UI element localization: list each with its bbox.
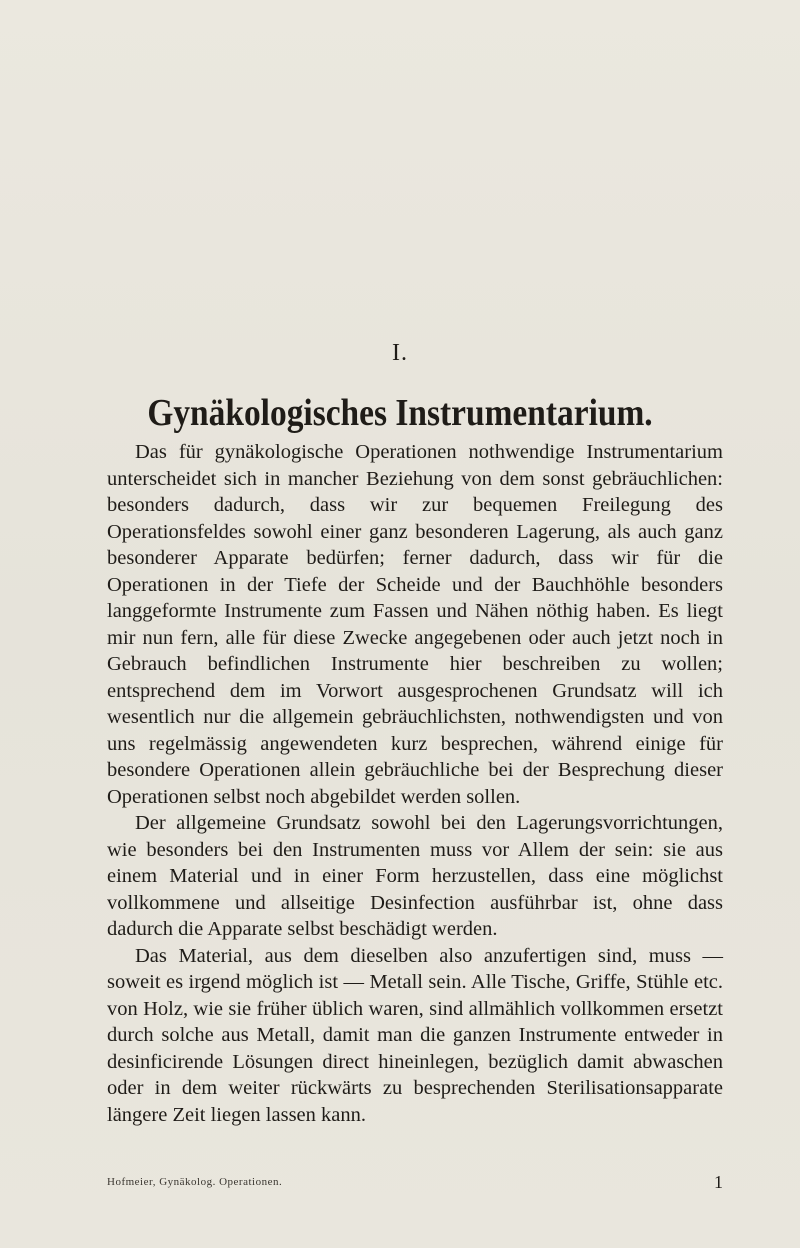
- page-footer: [107, 1172, 723, 1192]
- paragraph: Der allgemeine Grundsatz sowohl bei den Lagerungsvorrichtungen, wie besonders bei den Instrumenten muss vor Allem der sein: sie aus einem Material und in einer Form herzustellen, dass eine möglichst vollkommene und allseitige Desinfection ausführbar ist, ohne dass dadurch die Apparate selbst beschädigt werden.: [107, 812, 723, 940]
- paragraph: Das Material, aus dem dieselben also anzufertigen sind, muss — soweit es irgend möglich ist — Metall sein. Alle Tische, Griffe, Stühle etc. von Holz, wie sie früher üblich waren, sind allmählich vollkommen ersetzt durch solche aus Metall, damit man die ganzen Instrumente entweder in desinficirende Lösungen direct hineinlegen, bezüglich damit abwaschen oder in dem weiter rückwärts zu besprechenden Sterilisationsapparate längere Zeit liegen lassen kann.: [107, 944, 723, 1126]
- chapter-title: Gynäkologisches Instrumentarium.: [147, 392, 653, 434]
- body-text: [107, 439, 723, 1128]
- signature-mark: 1: [714, 1172, 723, 1192]
- paragraph: Das für gynäkologische Operationen nothwendige Instrumentarium unterscheidet sich in mancher Beziehung von dem sonst gebräuchlichen: besonders dadurch, dass wir zur bequemen Freilegung des Operationsfeldes sowohl einer ganz besonderen Lagerung, als auch ganz besonderer Apparate bedürfen; ferner dadurch, dass wir für die Operationen in der Tiefe der Scheide und der Bauchhöhle besonders langgeformte Instrumente zum Fassen und Nähen nöthig haben. Es liegt mir nun fern, alle für diese Zwecke angegebenen oder auch jetzt noch in Gebrauch befindlichen Instrumente hier beschreiben zu wollen; entsprechend dem im Vorwort ausgesprochenen Grundsatz will ich wesentlich nur die allgemein gebräuchlichsten, nothwendigsten und von uns regelmässig angewendeten kurz besprechen, während einige für besondere Operationen allein gebräuchliche bei der Besprechung dieser Operationen selbst noch abgebildet werden sollen.: [107, 441, 723, 808]
- footer-author-title: Hofmeier, Gynäkolog. Operationen.: [107, 1176, 283, 1188]
- chapter-number: I.: [392, 340, 408, 366]
